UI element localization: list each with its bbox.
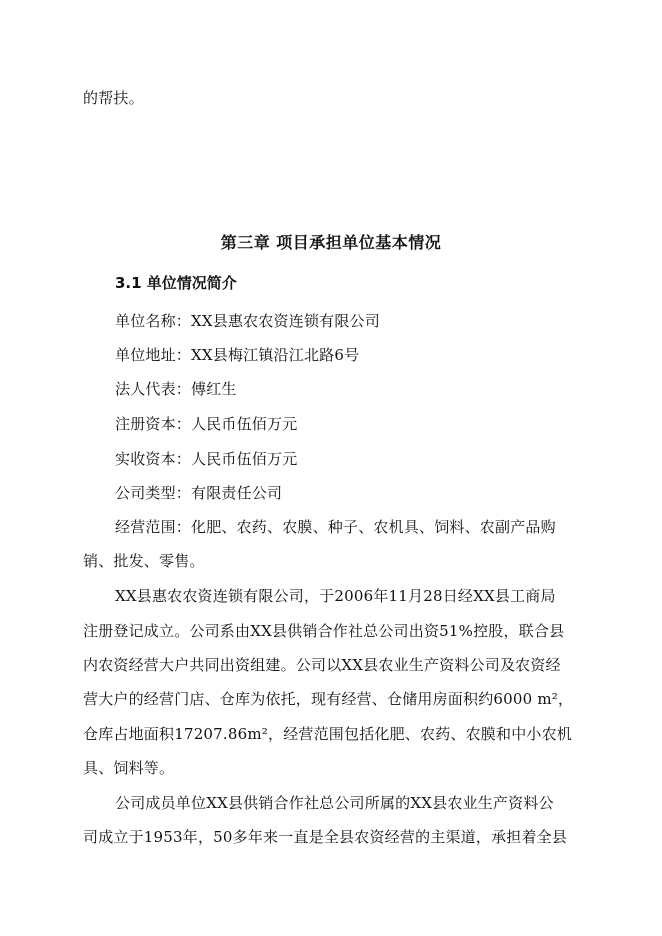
info-business-scope: 经营范围：化肥、农药、农膜、种子、农机具、饲料、农副产品购: [115, 518, 556, 536]
info-company-name: 单位名称：XX县惠农农资连锁有限公司: [115, 312, 380, 330]
paragraph-line: XX县惠农农资连锁有限公司，于2006年11月28日经XX县工商局: [115, 587, 556, 605]
paragraph-line: 公司成员单位XX县供销合作社总公司所属的XX县农业生产资料公: [115, 794, 554, 812]
info-legal-representative: 法人代表：傅红生: [115, 380, 237, 398]
info-company-type: 公司类型：有限责任公司: [115, 484, 283, 502]
section-title: 3.1 单位情况简介: [115, 274, 237, 292]
paragraph-line: 仓库占地面积17207.86m²，经营范围包括化肥、农药、农膜和中小农机: [83, 725, 573, 743]
continuation-text: 的帮扶。: [83, 89, 144, 107]
paragraph-line: 注册登记成立。公司系由XX县供销合作社总公司出资51%控股，联合县: [83, 622, 565, 640]
info-registered-capital: 注册资本：人民币伍佰万元: [115, 415, 298, 433]
paragraph-line: 司成立于1953年，50多年来一直是全县农资经营的主渠道，承担着全县: [83, 828, 568, 846]
paragraph-line: 内农资经营大户共同出资组建。公司以XX县农业生产资料公司及农资经: [83, 656, 561, 674]
paragraph-line: 具、饲料等。: [83, 759, 175, 777]
chapter-title: 第三章 项目承担单位基本情况: [220, 233, 442, 252]
info-business-scope-cont: 销、批发、零售。: [83, 552, 205, 570]
paragraph-line: 营大户的经营门店、仓库为依托，现有经营、仓储用房面积约6000 m²，: [83, 690, 574, 708]
info-address: 单位地址：XX县梅江镇沿江北路6号: [115, 346, 360, 364]
info-paid-capital: 实收资本：人民币伍佰万元: [115, 450, 298, 468]
